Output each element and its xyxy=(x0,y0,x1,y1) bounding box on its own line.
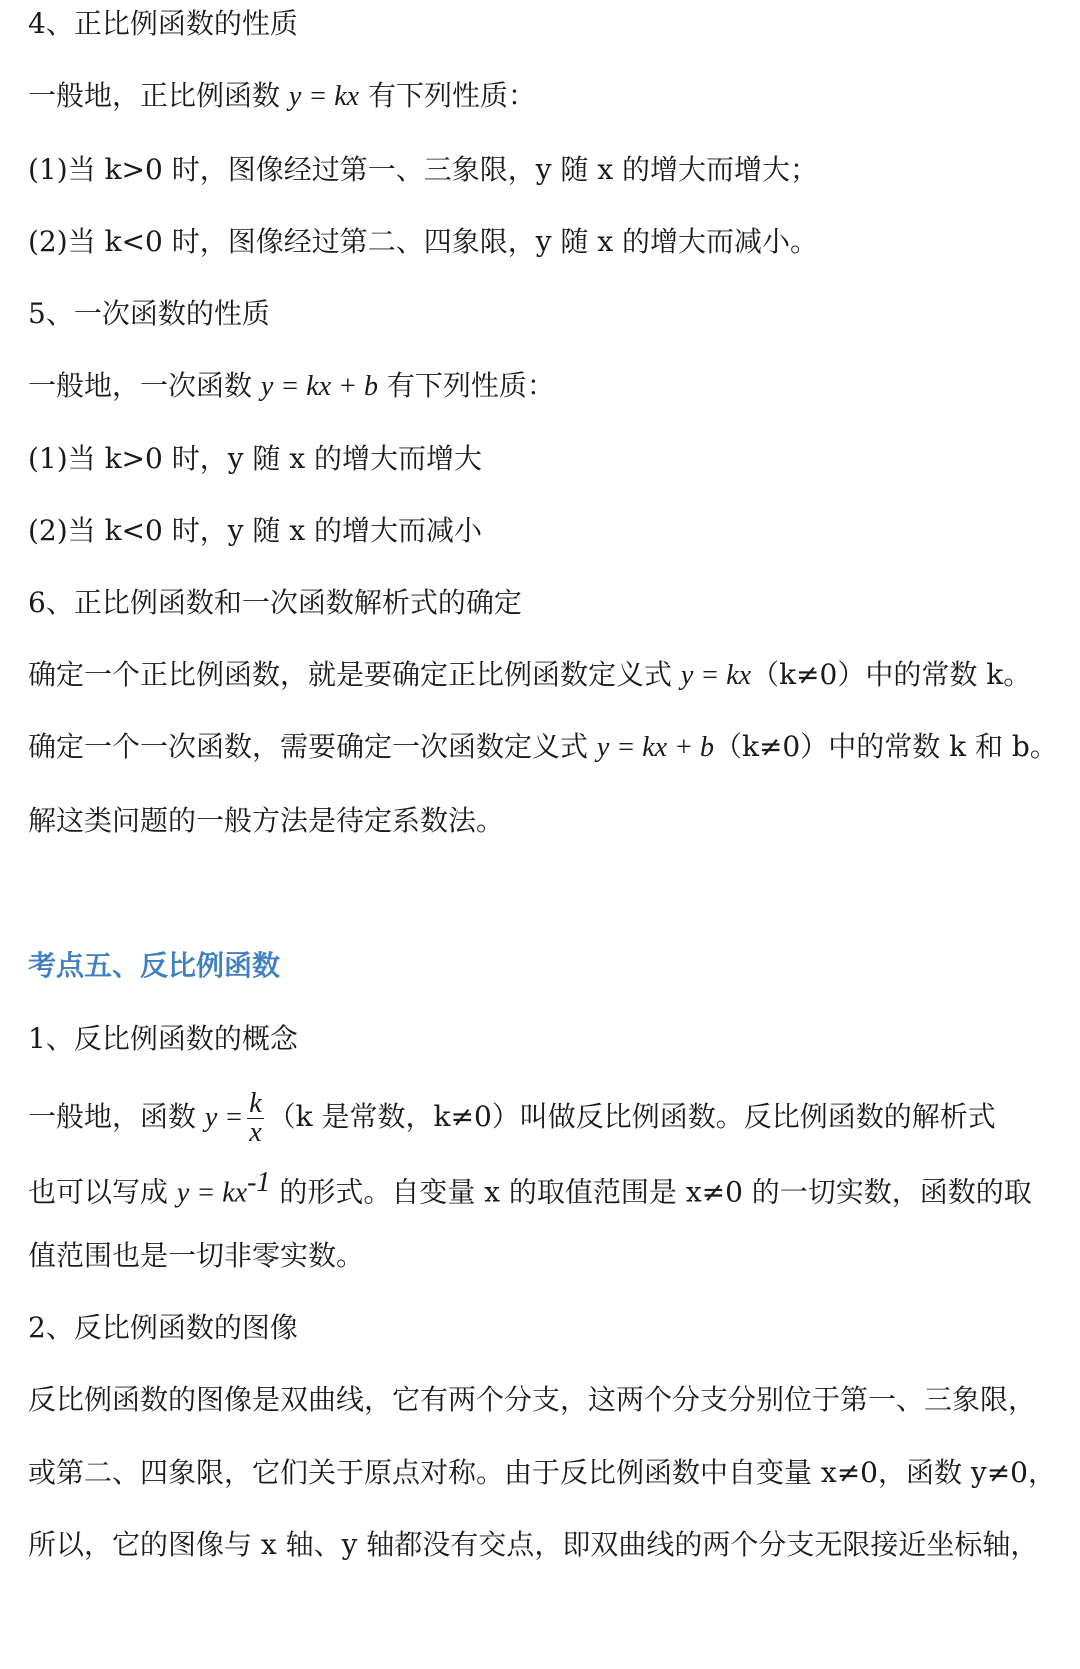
linear-property-1: (1)当 k>0 时，y 随 x 的增大而增大 xyxy=(28,442,483,475)
paragraph-hyperbola-2: 或第二、四象限，它们关于原点对称。由于反比例函数中自变量 x≠0，函数 y≠0， xyxy=(28,1456,1056,1489)
paragraph-method: 解这类问题的一般方法是待定系数法。 xyxy=(28,804,505,837)
property-2: (2)当 k<0 时，图像经过第二、四象限，y 随 x 的增大而减小。 xyxy=(28,225,819,258)
paragraph-inverse-definition: 一般地，函数 y = $\frac{k}{x}$ （k 是常数，k≠0）叫做反比例函数。反比例函数的解析式 xyxy=(28,1088,996,1148)
paragraph-hyperbola-3: 所以，它的图像与 x 轴、y 轴都没有交点，即双曲线的两个分支无限接近坐标轴， xyxy=(28,1528,1039,1561)
paragraph-determine-direct: 确定一个正比例函数，就是要确定正比例函数定义式 y = kx（k≠0）中的常数 k。 xyxy=(28,658,1032,691)
heading-5: 5、一次函数的性质 xyxy=(28,297,270,330)
paragraph-inverse-alt-form: 也可以写成 $y = kx^{-1}$ 的形式。自变量 x 的取值范围是 x≠0 的一切实数，函数的取 xyxy=(28,1167,1032,1209)
linear-property-2: (2)当 k<0 时，y 随 x 的增大而减小 xyxy=(28,514,483,547)
heading-1: 1、反比例函数的概念 xyxy=(28,1022,298,1055)
fraction-k-over-x: $\frac{k}{x}$ xyxy=(249,1088,262,1148)
paragraph-linear-intro: 一般地，一次函数 y = kx + b 有下列性质： xyxy=(28,369,555,402)
heading-6: 6、正比例函数和一次函数解析式的确定 xyxy=(28,586,522,619)
paragraph-determine-linear: 确定一个一次函数，需要确定一次函数定义式 y = kx + b（k≠0）中的常数 k 和 b。 xyxy=(28,730,1058,763)
heading-2: 2、反比例函数的图像 xyxy=(28,1311,298,1344)
property-1: (1)当 k>0 时，图像经过第一、三象限，y 随 x 的增大而增大； xyxy=(28,153,819,186)
paragraph-direct-proportion-intro: 一般地，正比例函数 y = kx 有下列性质： xyxy=(28,79,536,112)
heading-4: 4、正比例函数的性质 xyxy=(28,7,298,40)
paragraph-hyperbola-1: 反比例函数的图像是双曲线，它有两个分支，这两个分支分别位于第一、三象限， xyxy=(28,1383,1037,1416)
paragraph-range: 值范围也是一切非零实数。 xyxy=(28,1239,365,1272)
section-title: 考点五、反比例函数 xyxy=(28,949,281,982)
